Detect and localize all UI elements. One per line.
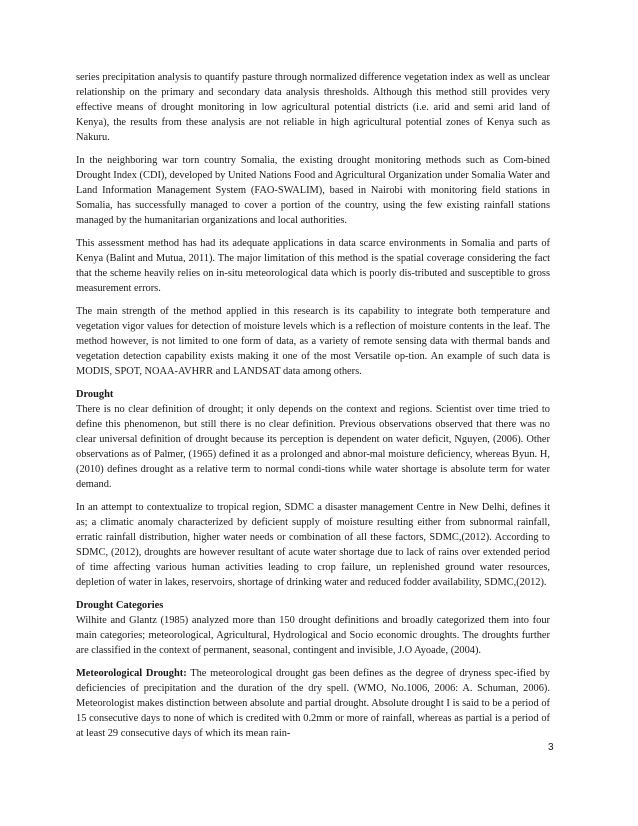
meteorological-drought-text: The meteorological drought gas been defines as the degree of dryness spec-ified by deficiencies of precipitation and the duration of the dry spell. (WMO, No.1006, 2006: A. Schuman, 2006). Meteorologist makes distinction between absolute and partial drought. Absolute drought I is said to be a period of 15 consecutive days to none of which is credited with 0.2mm or more of rainfall, whereas as partial is a period of at least 29 consecutive days of which its mean rain- bbox=[76, 668, 550, 739]
page-body bbox=[76, 70, 550, 749]
paragraph-somalia: In the neighboring war torn country Somalia, the existing drought monitoring methods such as Com-bined Drought Index (CDI), developed by United Nations Food and Agricultural Organization under Somalia Water and Land Information Management System (FAO-SWALIM), based in Nairobi with monitoring field stations in Somalia, has successfully managed to cover a portion of the country, using the few existing rainfall stations managed by the humanitarian organizations and local authorities. bbox=[76, 155, 550, 226]
paragraph-drought-definition: There is no clear definition of drought; it only depends on the context and regions. Scientist over time tried to define this phenomenon, but still there is no clear definition. Previous observations observed that there was no clear universal definition of drought because its perception is dependent on water deficit, Nguyen, (2006). Other observations as of Palmer, (1965) defined it as a prolonged and abnor-mal moisture deficiency, whereas Byun. H, (2010) defines drought as a relative term to normal condi-tions while water shortage is absolute term for water demand. bbox=[76, 404, 550, 490]
page-number: 3 bbox=[548, 742, 554, 753]
section-heading-drought-categories: Drought Categories bbox=[76, 600, 164, 611]
paragraph-meteorological-drought bbox=[76, 666, 550, 741]
meteorological-drought-lead: Meteorological Drought: bbox=[76, 668, 187, 679]
paragraph-intro-continuation: series precipitation analysis to quantify pasture through normalized difference vegetation index as well as unclear relationship on the primary and secondary data analysis thresholds. Although this method still provides very effective means of drought monitoring in low agricultural potential districts (i.e. arid and semi arid land of Kenya), the results from these analysis are not reliable in high agricultural potential zones of Kenya such as Nakuru. bbox=[76, 72, 550, 143]
paragraph-categories: Wilhite and Glantz (1985) analyzed more than 150 drought definitions and broadly categorized them into four main categories; meteorological, Agricultural, Hydrological and Socio economic droughts. The droughts further are classified in the context of permanent, seasonal, contingent and invisible, J.O Ayoade, (2004). bbox=[76, 615, 550, 656]
section-heading-drought: Drought bbox=[76, 389, 114, 400]
paragraph-assessment-method: This assessment method has had its adequate applications in data scarce environments in Somalia and parts of Kenya (Balint and Mutua, 2011). The major limitation of this method is the spatial coverage considering the fact that the scheme heavily relies on in-situ meteorological data which is poorly dis-tributed and susceptible to gross measurement errors. bbox=[76, 238, 550, 294]
paragraph-method-strength: The main strength of the method applied in this research is its capability to integrate both temperature and vegetation vigor values for detection of moisture levels which is a reflection of moisture contents in the leaf. The method however, is not limited to one form of data, as a variety of remote sensing data with thermal bands and vegetation detection capability exists making it one of the most Versatile op-tion. An example of such data is MODIS, SPOT, NOAA-AVHRR and LANDSAT data among others. bbox=[76, 306, 550, 377]
paragraph-sdmc: In an attempt to contextualize to tropical region, SDMC a disaster management Centre in New Delhi, defines it as; a climatic anomaly characterized by deficient supply of moisture resulting either from subnormal rainfall, erratic rainfall distribution, higher water needs or combination of all these factors, SDMC,(2012). According to SDMC, (2012), droughts are however resultant of acute water shortage due to lack of rains over extended period of time affecting various human activities leading to crop failure, un replenished ground water resources, depletion of water in lakes, reservoirs, shortage of drinking water and reduced fodder availability, SDMC,(2012). bbox=[76, 502, 550, 588]
